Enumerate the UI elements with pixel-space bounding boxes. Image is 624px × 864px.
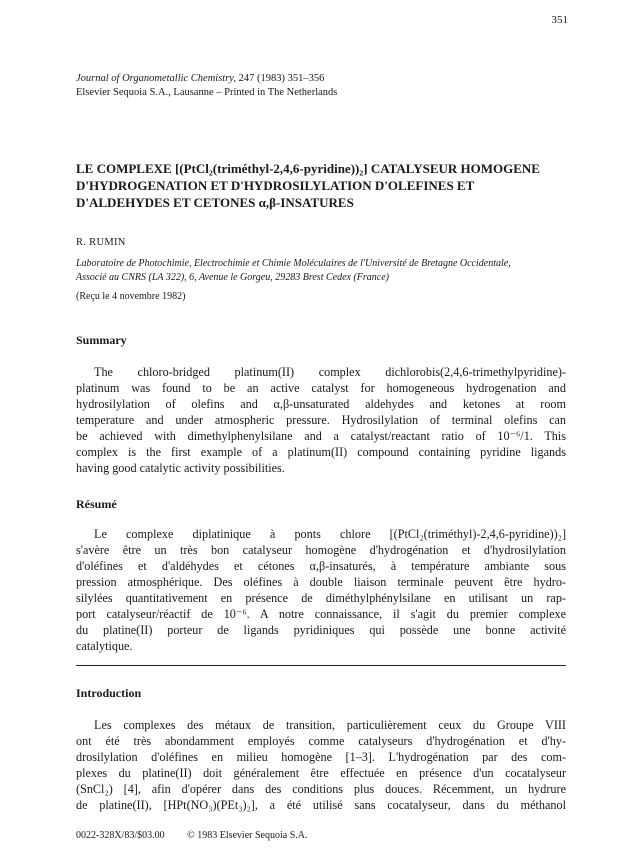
summary-heading: Summary (76, 333, 127, 347)
summary-line: temperature and under atmospheric pressure. Hydrosilylation of terminal olefins can (76, 413, 566, 427)
journal-publisher: Elsevier Sequoia S.A., Lausanne – Printed in The Netherlands (76, 87, 338, 98)
journal-header (76, 72, 556, 100)
resume-heading: Résumé (76, 497, 117, 511)
section-divider (76, 665, 566, 666)
affiliation (76, 257, 566, 285)
resume-line: Le complexe diplatinique à ponts chlore [(PtCl₂(triméthyl)-2,4,6-pyridine))₂] (94, 527, 566, 541)
summary-line: complex is the first example of a platinum(II) compound containing pyridine ligands (76, 445, 566, 459)
resume-line: catalytique. (76, 639, 133, 653)
title-line: D'HYDROGENATION ET D'HYDROSILYLATION D'OLEFINES ET (76, 178, 475, 193)
resume-paragraph (76, 526, 566, 654)
affiliation-line: Laboratoire de Photochimie, Electrochimie et Chimie Moléculaires de l'Université de Bretagne Occidentale, (76, 258, 511, 269)
resume-line: pression atmosphérique. Des oléfines à double liaison terminale peuvent être hydro- (76, 575, 566, 589)
title-line: D'ALDEHYDES ET CETONES α,β-INSATURES (76, 195, 354, 210)
introduction-line: de platine(II), [HPt(NO₃)(PEt₃)₂], a été utilisé sans cocatalyseur, dans du méthanol (76, 798, 566, 812)
journal-citation-line (76, 72, 556, 86)
page-footer (76, 830, 307, 841)
introduction-line: ont été très abondamment employés comme catalyseurs d'hydrogénation et d'hy- (76, 734, 566, 748)
introduction-line: (SnCl₂) [4], afin d'opérer dans des conditions plus douces. Récemment, un hydrure (76, 782, 566, 796)
summary-line: be achieved with dimethylphenylsilane and a catalyst/reactant ratio of 10⁻⁶/1. This (76, 429, 566, 443)
summary-line: having good catalytic activity possibilities. (76, 461, 285, 475)
received-date: (Reçu le 4 novembre 1982) (76, 291, 186, 302)
resume-line: d'oléfines et d'aldéhydes et cétones α,β-insaturés, à température ambiante sous (76, 559, 566, 573)
introduction-heading: Introduction (76, 686, 142, 700)
resume-line: port catalyseur/réactif de 10⁻⁶. A notre connaissance, il s'agit du premier complexe (76, 607, 566, 621)
resume-line: s'avère être un très bon catalyseur homogène d'hydrogénation et d'hydrosilylation (76, 543, 566, 557)
summary-line: platinum was found to be an active catalyst for homogeneous hydrogenation and (76, 381, 566, 395)
summary-line: hydrosilylation of olefins and α,β-unsaturated aldehydes and ketones at room (76, 397, 566, 411)
introduction-line: plexes du platine(II) doit généralement être effectuée en présence d'un cocatalyseur (76, 766, 566, 780)
resume-line: silylées quantitativement en présence de diméthylphénylsilane en utilisant un rap- (76, 591, 566, 605)
paper-title (76, 160, 566, 211)
introduction-line: Les complexes des métaux de transition, particulièrement ceux du Groupe VIII (94, 718, 566, 732)
resume-line: du platine(II) porteur de ligands pyridiniques qui possède une bonne activité (76, 623, 566, 637)
summary-paragraph (76, 364, 566, 476)
journal-citation: 247 (1983) 351–356 (238, 73, 325, 84)
page-number: 351 (551, 14, 568, 26)
summary-line: The chloro-bridged platinum(II) complex dichlorobis(2,4,6-trimethylpyridine)- (94, 365, 566, 379)
title-line: LE COMPLEXE [(PtCl₂(triméthyl-2,4,6-pyridine))₂] CATALYSEUR HOMOGENE (76, 161, 540, 176)
journal-name: Journal of Organometallic Chemistry, (76, 73, 237, 84)
introduction-paragraph (76, 717, 566, 813)
author: R. RUMIN (76, 237, 126, 248)
article-code: 0022-328X/83/$03.00 (76, 830, 165, 841)
introduction-line: drosilylation d'oléfines en milieu homogène [1–3]. L'hydrogénation par des com- (76, 750, 566, 764)
affiliation-line: Associé au CNRS (LA 322), 6, Avenue le Gorgeu, 29283 Brest Cedex (France) (76, 272, 389, 283)
copyright-notice: © 1983 Elsevier Sequoia S.A. (187, 830, 308, 841)
